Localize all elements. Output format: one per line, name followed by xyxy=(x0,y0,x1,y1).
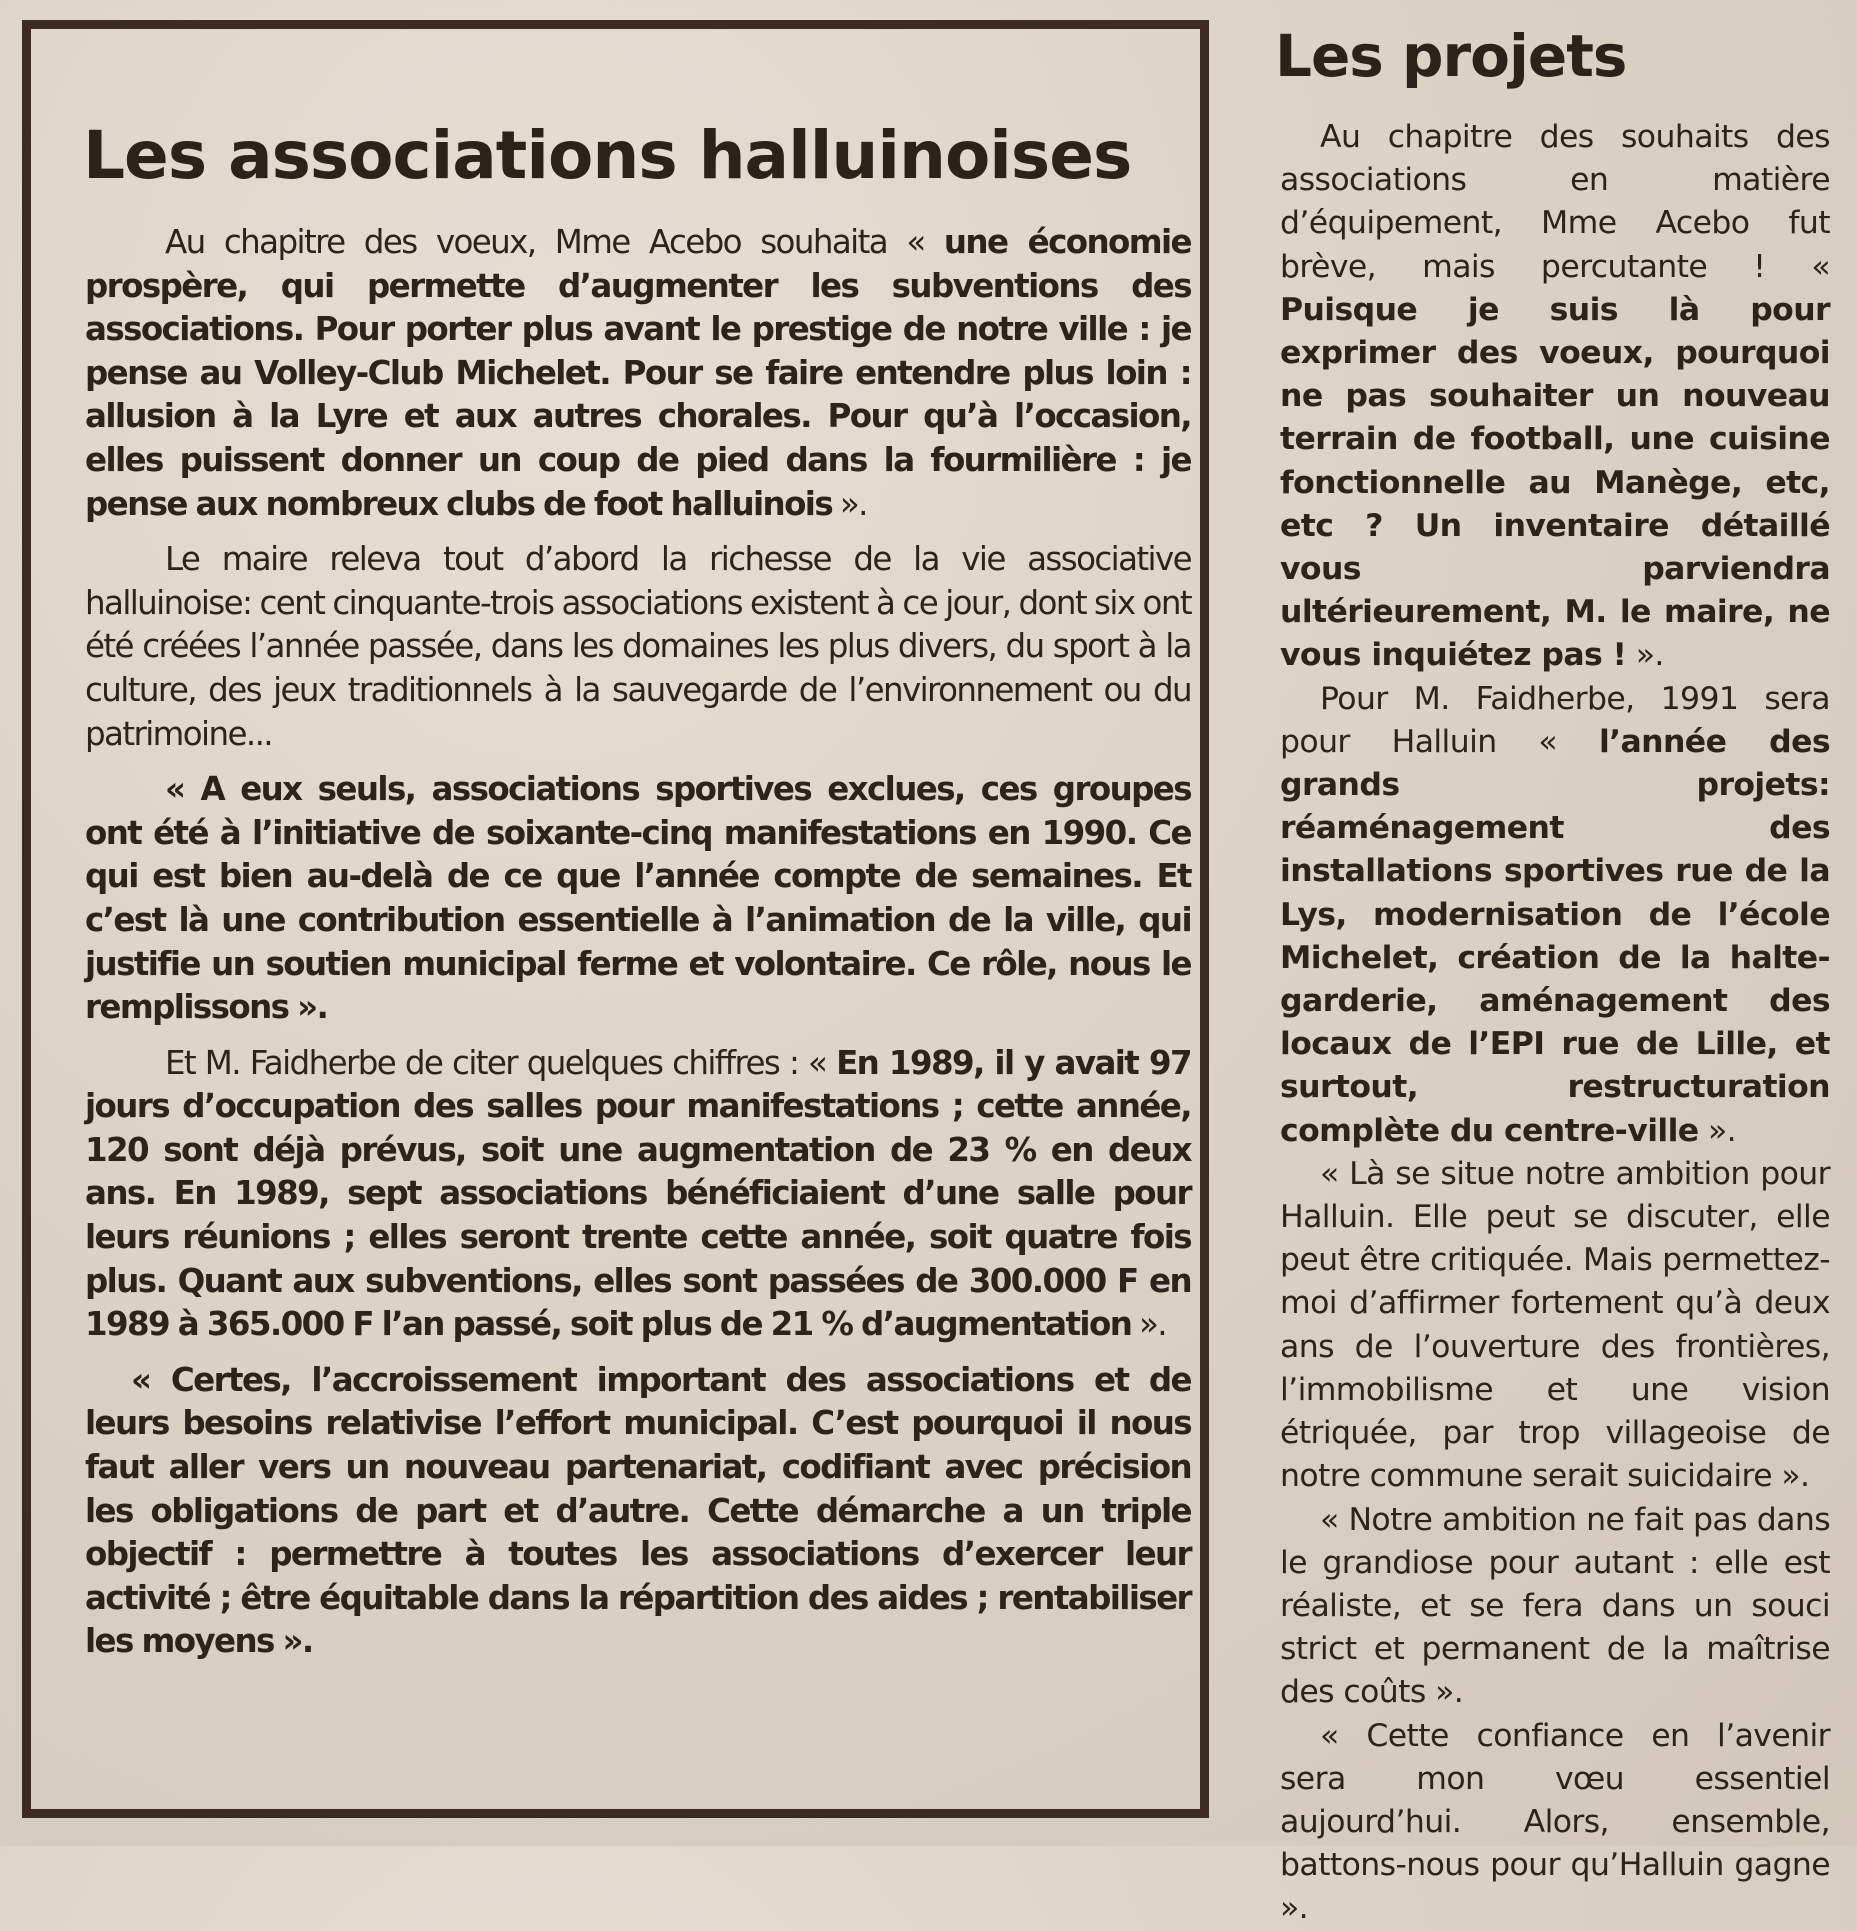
text-bold: En 1989, il y avait 97 jours d’occupation des salles pour manifestations ; cette année, 120 sont déjà prévus, soit une augmentation de 23 % en deux ans. En 1989, sept associations bénéficiaient d’une salle pour leurs réunions ; elles seront trente cette année, soit quatre fois plus. Quant aux subventions, elles sont passées de 300.000 F en 1989 à 365.000 F l’an passé, soit plus de 21 % d’augmentation xyxy=(85,1043,1191,1344)
text-normal: ». xyxy=(1626,637,1664,674)
paragraph xyxy=(1280,1715,1830,1931)
article-box-associations xyxy=(22,20,1209,1818)
paragraph xyxy=(1280,1499,1830,1715)
article-body xyxy=(1280,116,1830,1931)
text-normal: ». xyxy=(832,484,867,523)
article-title: Les associations halluinoises xyxy=(83,117,1132,194)
paragraph xyxy=(85,1042,1191,1347)
paragraph xyxy=(1280,1153,1830,1499)
text-normal: Au chapitre des voeux, Mme Acebo souhaita « xyxy=(165,223,944,261)
paragraph xyxy=(85,538,1191,756)
text-bold: « Certes, l’accroissement important des associations et de leurs besoins relativise l’effort municipal. C’est pourquoi il nous faut aller vers un nouveau partenariat, codifiant avec précision les obligations de part et d’autre. Cette démarche a un triple objectif : permettre à toutes les associations d’exercer leur activité ; être équitable dans la répartition des aides ; rentabiliser les moyens ». xyxy=(85,1360,1191,1661)
text-normal: Et M. Faidherbe de citer quelques chiffres : « xyxy=(165,1043,837,1082)
text-normal: ». xyxy=(1131,1305,1166,1344)
text-bold: une économie prospère, qui permette d’augmenter les subventions des associations. Pour porter plus avant le prestige de notre ville : je pense au Volley-Club Michelet. Pour se faire entendre plus loin : allusion à la Lyre et aux autres chorales. Pour qu’à l’occasion, elles puissent donner un coup de pied dans la fourmilière : je pense aux nombreux clubs de foot halluinois xyxy=(85,223,1191,523)
text-bold: Puisque je suis là pour exprimer des voeux, pourquoi ne pas souhaiter un nouveau terrain de football, une cuisine fonctionnelle au Manège, etc, etc ? Un inventaire détaillé vous parviendra ultérieurement, M. le maire, ne vous inquiétez pas ! xyxy=(1280,291,1830,674)
paragraph xyxy=(1280,116,1830,678)
paragraph xyxy=(1280,678,1830,1153)
text-normal: Au chapitre des souhaits des associations en matière d’équipement, Mme Acebo fut brève, mais percutante ! « xyxy=(1280,119,1830,285)
text-normal: Pour M. Faidherbe, 1991 sera pour Halluin « xyxy=(1280,680,1830,760)
paragraph xyxy=(85,768,1191,1030)
paragraph xyxy=(85,1359,1191,1664)
text-normal: ». xyxy=(1698,1112,1737,1149)
text-normal: Le maire releva tout d’abord la richesse de la vie associative halluinoise: cent cinquante-trois associations existent à ce jour, dont six ont été créées l’année passée, dans les domaines les plus divers, du sport à la culture, des jeux traditionnels à la sauvegarde de l’environnement ou du patrimoine... xyxy=(85,540,1191,753)
article-title: Les projets xyxy=(1275,22,1627,90)
article-body xyxy=(85,221,1191,1676)
text-normal: « Notre ambition ne fait pas dans le grandiose pour autant : elle est réaliste, et se fera dans un souci strict et permanent de la maîtrise des coûts ». xyxy=(1280,1501,1830,1711)
text-normal: « Là se situe notre ambition pour Halluin. Elle peut se discuter, elle peut être critiquée. Mais permettez-moi d’affirmer fortement qu’à deux ans de l’ouverture des frontières, l’immobilisme et une vision étriquée, par trop villageoise de notre commune serait suicidaire ». xyxy=(1280,1155,1830,1495)
paragraph xyxy=(85,221,1191,526)
text-bold: « A eux seuls, associations sportives exclues, ces groupes ont été à l’initiative de soixante-cinq manifestations en 1990. Ce qui est bien au-delà de ce que l’année compte de semaines. Et c’est là une contribution essentielle à l’animation de la ville, qui justifie un soutien municipal ferme et volontaire. Ce rôle, nous le remplissons ». xyxy=(85,770,1191,1027)
text-normal: « Cette confiance en l’avenir sera mon vœu essentiel aujourd’hui. Alors, ensemble, battons-nous pour qu’Halluin gagne ». xyxy=(1280,1717,1830,1927)
text-bold: l’année des grands projets: réaménagement des installations sportives rue de la Lys, modernisation de l’école Michelet, création de la halte-garderie, aménagement des locaux de l’EPI rue de Lille, et surtout, restructuration complète du centre-ville xyxy=(1280,723,1830,1149)
